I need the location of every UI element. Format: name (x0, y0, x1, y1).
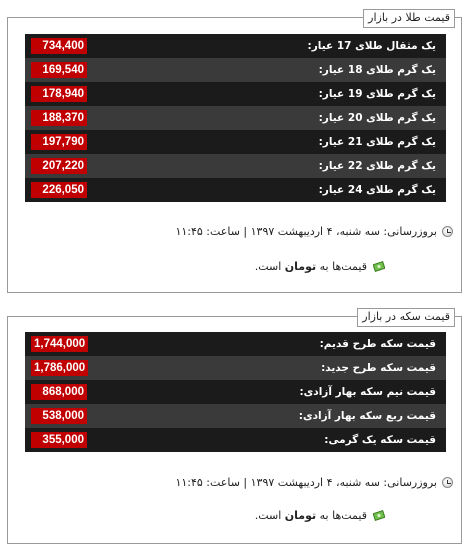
gold-panel-title: قیمت طلا در بازار (363, 9, 455, 28)
row-label: قیمت نیم سکه بهار آزادی: (299, 386, 436, 398)
row-label: یک گرم طلای 21 عیار: (318, 136, 436, 148)
price-badge: 734,400 (31, 38, 87, 54)
row-label: یک گرم طلای 18 عیار: (318, 64, 436, 76)
coin-panel-title: قیمت سکه در بازار (357, 308, 455, 327)
update-info (175, 225, 453, 238)
row-label: قیمت سکه یک گرمی: (324, 434, 436, 446)
table-row (25, 34, 446, 58)
row-label: قیمت سکه طرح قدیم: (319, 338, 436, 350)
table-row (25, 130, 446, 154)
row-label: یک گرم طلای 20 عیار: (318, 112, 436, 124)
currency-name: تومان (284, 509, 317, 522)
gold-price-table (25, 34, 446, 202)
price-badge: 207,220 (31, 158, 87, 174)
row-label: یک گرم طلای 24 عیار: (318, 184, 436, 196)
price-badge: 1,786,000 (31, 360, 88, 376)
price-badge: 226,050 (31, 182, 87, 198)
price-badge: 197,790 (31, 134, 87, 150)
table-row (25, 58, 446, 82)
clock-icon (442, 226, 453, 237)
table-row (25, 82, 446, 106)
update-info (175, 476, 453, 489)
price-badge: 355,000 (31, 432, 87, 448)
table-row (25, 154, 446, 178)
price-badge: 178,940 (31, 86, 87, 102)
table-row (25, 380, 446, 404)
currency-name: تومان (284, 260, 317, 273)
currency-note (255, 260, 385, 273)
table-row (25, 332, 446, 356)
table-row (25, 404, 446, 428)
table-row (25, 428, 446, 452)
update-text: بروزرسانی: سه شنبه، ۴ اردیبهشت ۱۳۹۷ | ساعت: ۱۱:۴۵ (175, 476, 437, 489)
price-badge: 1,744,000 (31, 336, 88, 352)
currency-suffix: است. (254, 260, 282, 273)
row-label: قیمت ربع سکه بهار آزادی: (298, 410, 436, 422)
currency-prefix: قیمت‌ها به (319, 509, 367, 522)
row-label: یک مثقال طلای 17 عیار: (307, 40, 436, 52)
update-text: بروزرسانی: سه شنبه، ۴ اردیبهشت ۱۳۹۷ | ساعت: ۱۱:۴۵ (175, 225, 437, 238)
price-badge: 169,540 (31, 62, 87, 78)
currency-note (255, 509, 385, 522)
coin-price-panel (7, 310, 462, 544)
table-row (25, 356, 446, 380)
money-icon (373, 510, 385, 521)
row-label: یک گرم طلای 19 عیار: (318, 88, 436, 100)
price-badge: 868,000 (31, 384, 87, 400)
row-label: یک گرم طلای 22 عیار: (318, 160, 436, 172)
row-label: قیمت سکه طرح جدید: (321, 362, 436, 374)
currency-prefix: قیمت‌ها به (319, 260, 367, 273)
price-badge: 188,370 (31, 110, 87, 126)
gold-price-panel (7, 11, 462, 293)
table-row (25, 106, 446, 130)
price-badge: 538,000 (31, 408, 87, 424)
currency-suffix: است. (254, 509, 282, 522)
table-row (25, 178, 446, 202)
money-icon (373, 261, 385, 272)
coin-price-table (25, 332, 446, 452)
clock-icon (442, 477, 453, 488)
